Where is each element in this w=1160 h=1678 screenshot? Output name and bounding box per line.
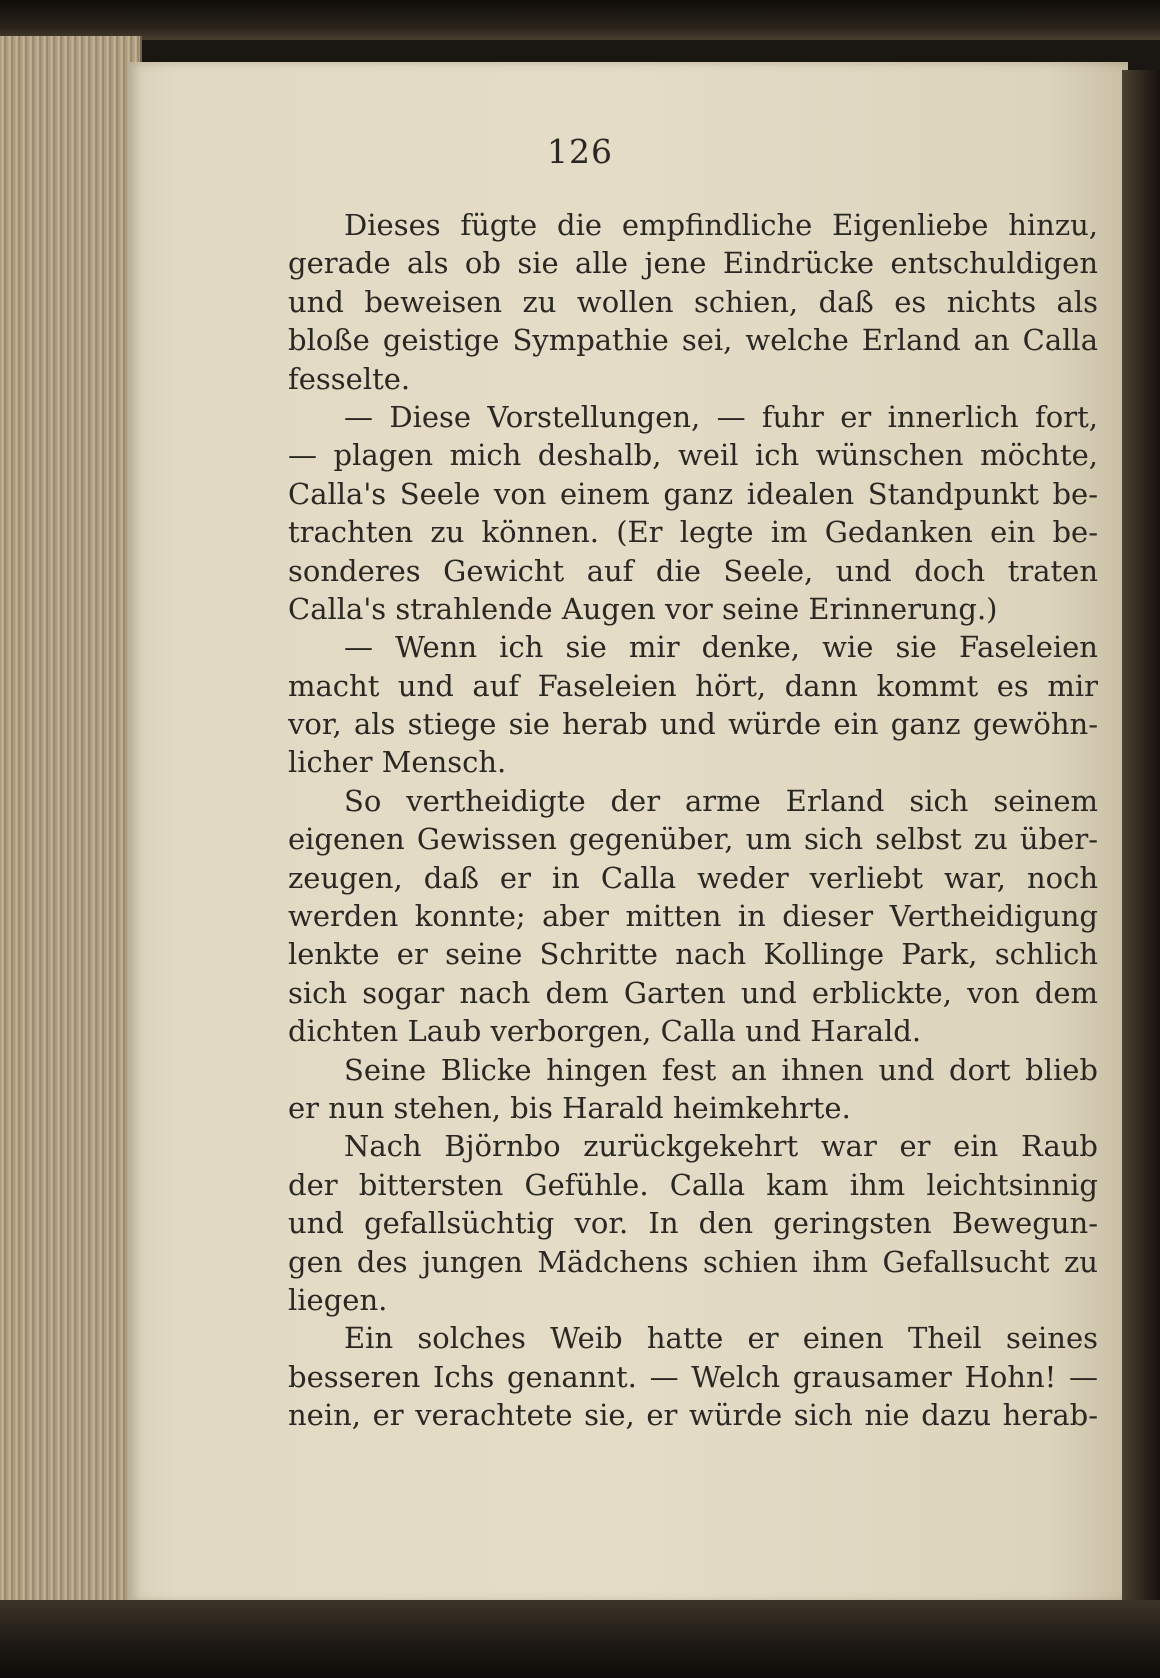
text-line: — plagen mich deshalb, weil ich wünschen möchte, xyxy=(288,438,1098,473)
body-text xyxy=(288,206,1098,1435)
text-line: lenkte er seine Schritte nach Kollinge Park, schlich xyxy=(288,937,1098,972)
text-line: besseren Ichs genannt. — Welch grausamer Hohn! — xyxy=(288,1359,1098,1394)
text-line: — Wenn ich sie mir denke, wie sie Faseleien xyxy=(344,630,1098,665)
text-line: Dieses fügte die empfindliche Eigenliebe hinzu, xyxy=(344,208,1098,242)
text-line: er nun stehen, bis Harald heimkehrte. xyxy=(288,1090,851,1125)
text-line: dichten Laub verborgen, Calla und Harald. xyxy=(288,1014,922,1049)
text-line: nein, er verachtete sie, er würde sich nie dazu herab- xyxy=(288,1398,1098,1433)
book-top-edge xyxy=(0,0,1160,40)
text-line: eigenen Gewissen gegenüber, um sich selbst zu über- xyxy=(288,822,1098,857)
book-bottom-edge xyxy=(0,1600,1160,1678)
text-line: gerade als ob sie alle jene Eindrücke entschuldigen xyxy=(288,246,1098,281)
book-right-edge xyxy=(1122,70,1160,1610)
text-line: sonderes Gewicht auf die Seele, und doch traten xyxy=(288,553,1098,588)
text-line: fesselte. xyxy=(288,361,411,396)
text-line: macht und auf Faseleien hört, dann kommt es mir xyxy=(288,668,1098,703)
text-line: — Diese Vorstellungen, — fuhr er innerlich fort, xyxy=(344,399,1098,434)
text-line: vor, als stiege sie herab und würde ein ganz gewöhn- xyxy=(288,707,1098,742)
text-line: gen des jungen Mädchens schien ihm Gefallsucht zu xyxy=(288,1244,1098,1279)
text-line: werden konnte; aber mitten in dieser Vertheidigung xyxy=(288,899,1098,934)
text-line: liegen. xyxy=(288,1282,388,1317)
page-stack-edge xyxy=(0,36,142,1616)
text-line: und beweisen zu wollen schien, daß es nichts als xyxy=(288,284,1098,319)
text-line: bloße geistige Sympathie sei, welche Erland an Calla xyxy=(288,323,1098,358)
text-line: Calla's Seele von einem ganz idealen Standpunkt be- xyxy=(288,476,1098,511)
text-line: Seine Blicke hingen fest an ihnen und dort blieb xyxy=(344,1052,1098,1087)
text-line: der bittersten Gefühle. Calla kam ihm leichtsinnig xyxy=(288,1167,1098,1202)
page-number: 126 xyxy=(547,132,613,171)
text-line: Nach Björnbo zurückgekehrt war er ein Raub xyxy=(344,1129,1098,1164)
text-line: licher Mensch. xyxy=(288,745,507,780)
text-line: sich sogar nach dem Garten und erblickte, von dem xyxy=(288,975,1098,1010)
text-line: trachten zu können. (Er legte im Gedanken ein be- xyxy=(288,515,1098,550)
text-line: Calla's strahlende Augen vor seine Erinnerung.) xyxy=(288,591,998,626)
text-line: zeugen, daß er in Calla weder verliebt war, noch xyxy=(288,860,1098,895)
text-line: So vertheidigte der arme Erland sich seinem xyxy=(344,783,1098,818)
text-line: und gefallsüchtig vor. In den geringsten Bewegun- xyxy=(288,1206,1098,1241)
text-line: Ein solches Weib hatte er einen Theil seines xyxy=(344,1321,1098,1356)
